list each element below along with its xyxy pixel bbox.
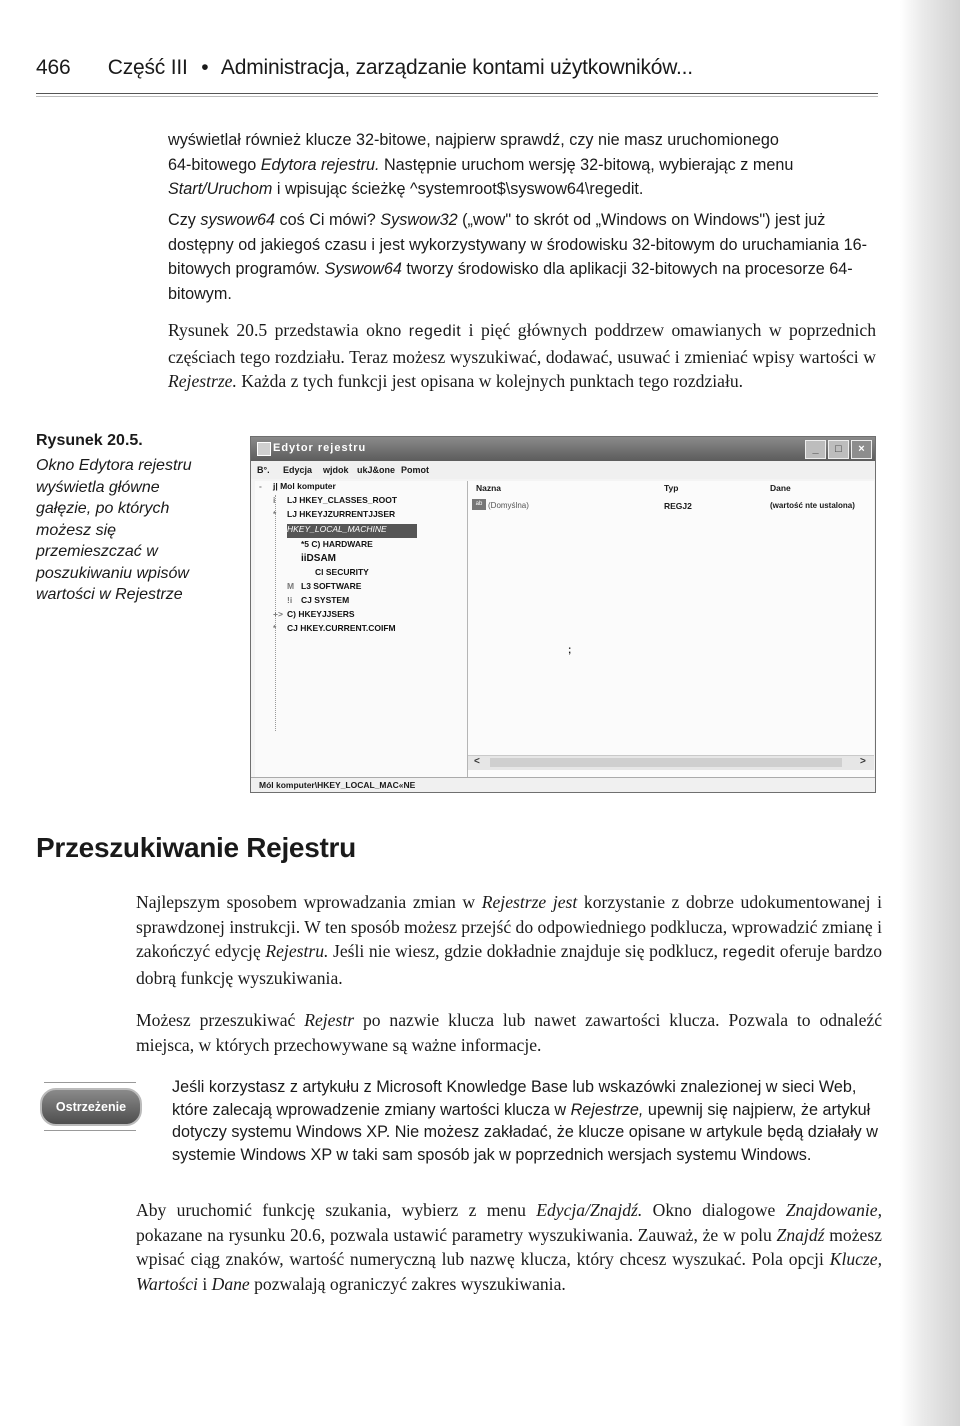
warning-badge: Ostrzeżenie [40,1088,142,1126]
column-header-data[interactable]: Dane [770,483,791,493]
figure-caption-title: Rysunek 20.5. [36,432,143,449]
header-rule [36,93,878,94]
minimize-button[interactable]: _ [805,440,826,459]
registry-editor-window [250,436,876,793]
running-header [36,56,693,80]
menu-view[interactable]: wjdok [323,465,349,475]
page-edge-shadow [900,0,960,1426]
chapter-title: Administracja, zarządzanie kontami użytkowników... [220,56,693,79]
value-type: REGJ2 [664,501,692,511]
warning-text: Jeśli korzystasz z artykułu z Microsoft Knowledge Base lub wskazówki znalezionej w sieci Web, które zalecają wprowadzenie zmiany wartości klucza w Rejestrze, upewnij się najpierw, że artykuł dotyczy systemu Windows XP. Nie możesz zakładać, że klucze opisane w artykule będą działały w systemie Windows XP w taki sam sposób jak w poprzednich wersjach systemu Windows. [172,1078,878,1164]
menu-file[interactable]: B°. [257,465,270,475]
warning-rule-bottom [44,1130,136,1131]
paragraph-5: Możesz przeszukiwać Rejestr po nazwie klucza lub nawet zawartości klucza. Pozwala to odnaleźć miejsca, w których przechowywane są ważne informacje. [136,1010,883,1055]
window-title: Edytor rejestru [273,442,367,454]
figure-caption-body: Okno Edytora rejestru wyświetla główne gałęzie, po których możesz się przemieszczać w poszukiwaniu wpisów wartości w Rejestrze [36,457,192,603]
tree-item-local-machine[interactable]: HKEY_LOCAL_MACHINE [287,524,417,538]
string-value-icon: ab [472,499,486,510]
window-titlebar [251,437,875,461]
tree-item-current-user[interactable]: * LJ HKEYJZURRENTJJSER [273,509,396,519]
status-bar [251,777,875,793]
menu-bar [251,461,875,479]
regedit-app-icon [257,442,271,456]
values-pane [468,481,874,777]
paragraph-1 [168,128,876,202]
tree-item-system[interactable]: !i CJ SYSTEM [287,595,350,605]
horizontal-scrollbar[interactable] [468,755,874,770]
tree-item-software[interactable]: M L3 SOFTWARE [287,581,362,591]
part-label: Część III [107,56,188,79]
warning-rule-top [44,1082,136,1083]
menu-help[interactable]: Pomot [401,465,429,475]
tree-item-users[interactable]: +> C) HKEYJJSERS [273,609,355,619]
paragraph-3: Rysunek 20.5 przedstawia okno regedit i pięć głównych poddrzew omawianych w poprzednich częściach tego rozdziału. Teraz możesz wyszukiwać, dodawać, usuwać i zmieniać wpisy wartości w Rejestrze. Każda z tych funkcji jest opisana w kolejnych punktach tego rozdziału. [168,320,876,392]
tree-item-my-computer[interactable]: - j| Mol komputer [259,481,336,491]
scrollbar-thumb[interactable] [490,758,842,767]
maximize-button[interactable]: □ [828,440,849,459]
paragraph-2: Czy syswow64 coś Ci mówi? Syswow32 („wow" to skrót od „Windows on Windows") jest już dostępny od jakiegoś czasu i jest wykorzystywany w środowisku 32-bitowym do uruchamiania 16-bitowych programów. Syswow64 tworzy środowisko dla aplikacji 32-bitowych na procesorze 64-bitowym. [168,211,868,303]
column-header-type[interactable]: Typ [664,483,679,493]
close-button[interactable]: × [851,440,872,459]
tree-item-current-config[interactable]: * CJ HKEY.CURRENT.COIFM [273,623,396,633]
scroll-right-arrow-icon[interactable]: > [860,756,866,767]
section-heading: Przeszukiwanie Rejestru [36,832,356,863]
tree-item-classes-root[interactable]: i LJ HKEY_CLASSES_ROOT [273,495,398,505]
tree-item-security[interactable]: Cl SECURITY [315,567,369,577]
header-rule-shadow [36,96,878,97]
column-header-name[interactable]: Nazna [476,483,502,493]
value-data: (wartość nte ustalona) [770,501,855,510]
page-number: 466 [36,56,71,79]
paragraph-1-line-1: wyświetlał również klucze 32-bitowe, najpierw sprawdź, czy nie masz uruchomionego [168,131,779,149]
menu-edit[interactable]: Edycja [283,465,313,475]
key-tree-pane [255,481,468,777]
bullet: • [201,56,209,79]
tree-item-sam[interactable]: iiDSAM [301,553,336,564]
cursor-mark: ; [568,645,572,656]
paragraph-1-line-3: Start/Uruchom i wpisując ścieżkę ^systemroot$\syswow64\regedit. [168,180,644,198]
paragraph-1-line-2: 64-bitowego Edytora rejestru. Następnie uruchom wersję 32-bitową, wybierając z menu [168,155,794,174]
value-name-default[interactable]: (Domyślna) [488,501,529,510]
menu-favorites[interactable]: ukJ&one [357,465,396,475]
paragraph-4: Najlepszym sposobem wprowadzania zmian w Rejestrze jest korzystanie z dobrze udokumentowanej i sprawdzonej instrukcji. W ten sposób możesz przejść do odpowiedniego podklucza, wprowadzić zmianę i zakończyć edycję Rejestru. Jeśli nie wiesz, gdzie dokładnie znajduje się podklucz, regedit oferuje bardzo dobrą funkcję wyszukiwania. [136,892,882,988]
tree-item-hardware[interactable]: *5 C) HARDWARE [301,539,373,549]
scroll-left-arrow-icon[interactable]: < [474,756,480,767]
paragraph-6: Aby uruchomić funkcję szukania, wybierz z menu Edycja/Znajdź. Okno dialogowe Znajdowanie, pokazane na rysunku 20.6, pozwala ustawić parametry wyszukiwania. Zauważ, że w polu Znajdź możesz wpisać ciąg znaków, wartość numeryczną lub nazwę klucza, który chcesz wyszukać. Pola opcji Klucze, Wartości i Dane pozwalają ograniczyć zakres wyszukiwania. [136,1200,882,1294]
status-path: Mól komputer\HKEY_LOCAL_MAC«NE [259,780,416,790]
